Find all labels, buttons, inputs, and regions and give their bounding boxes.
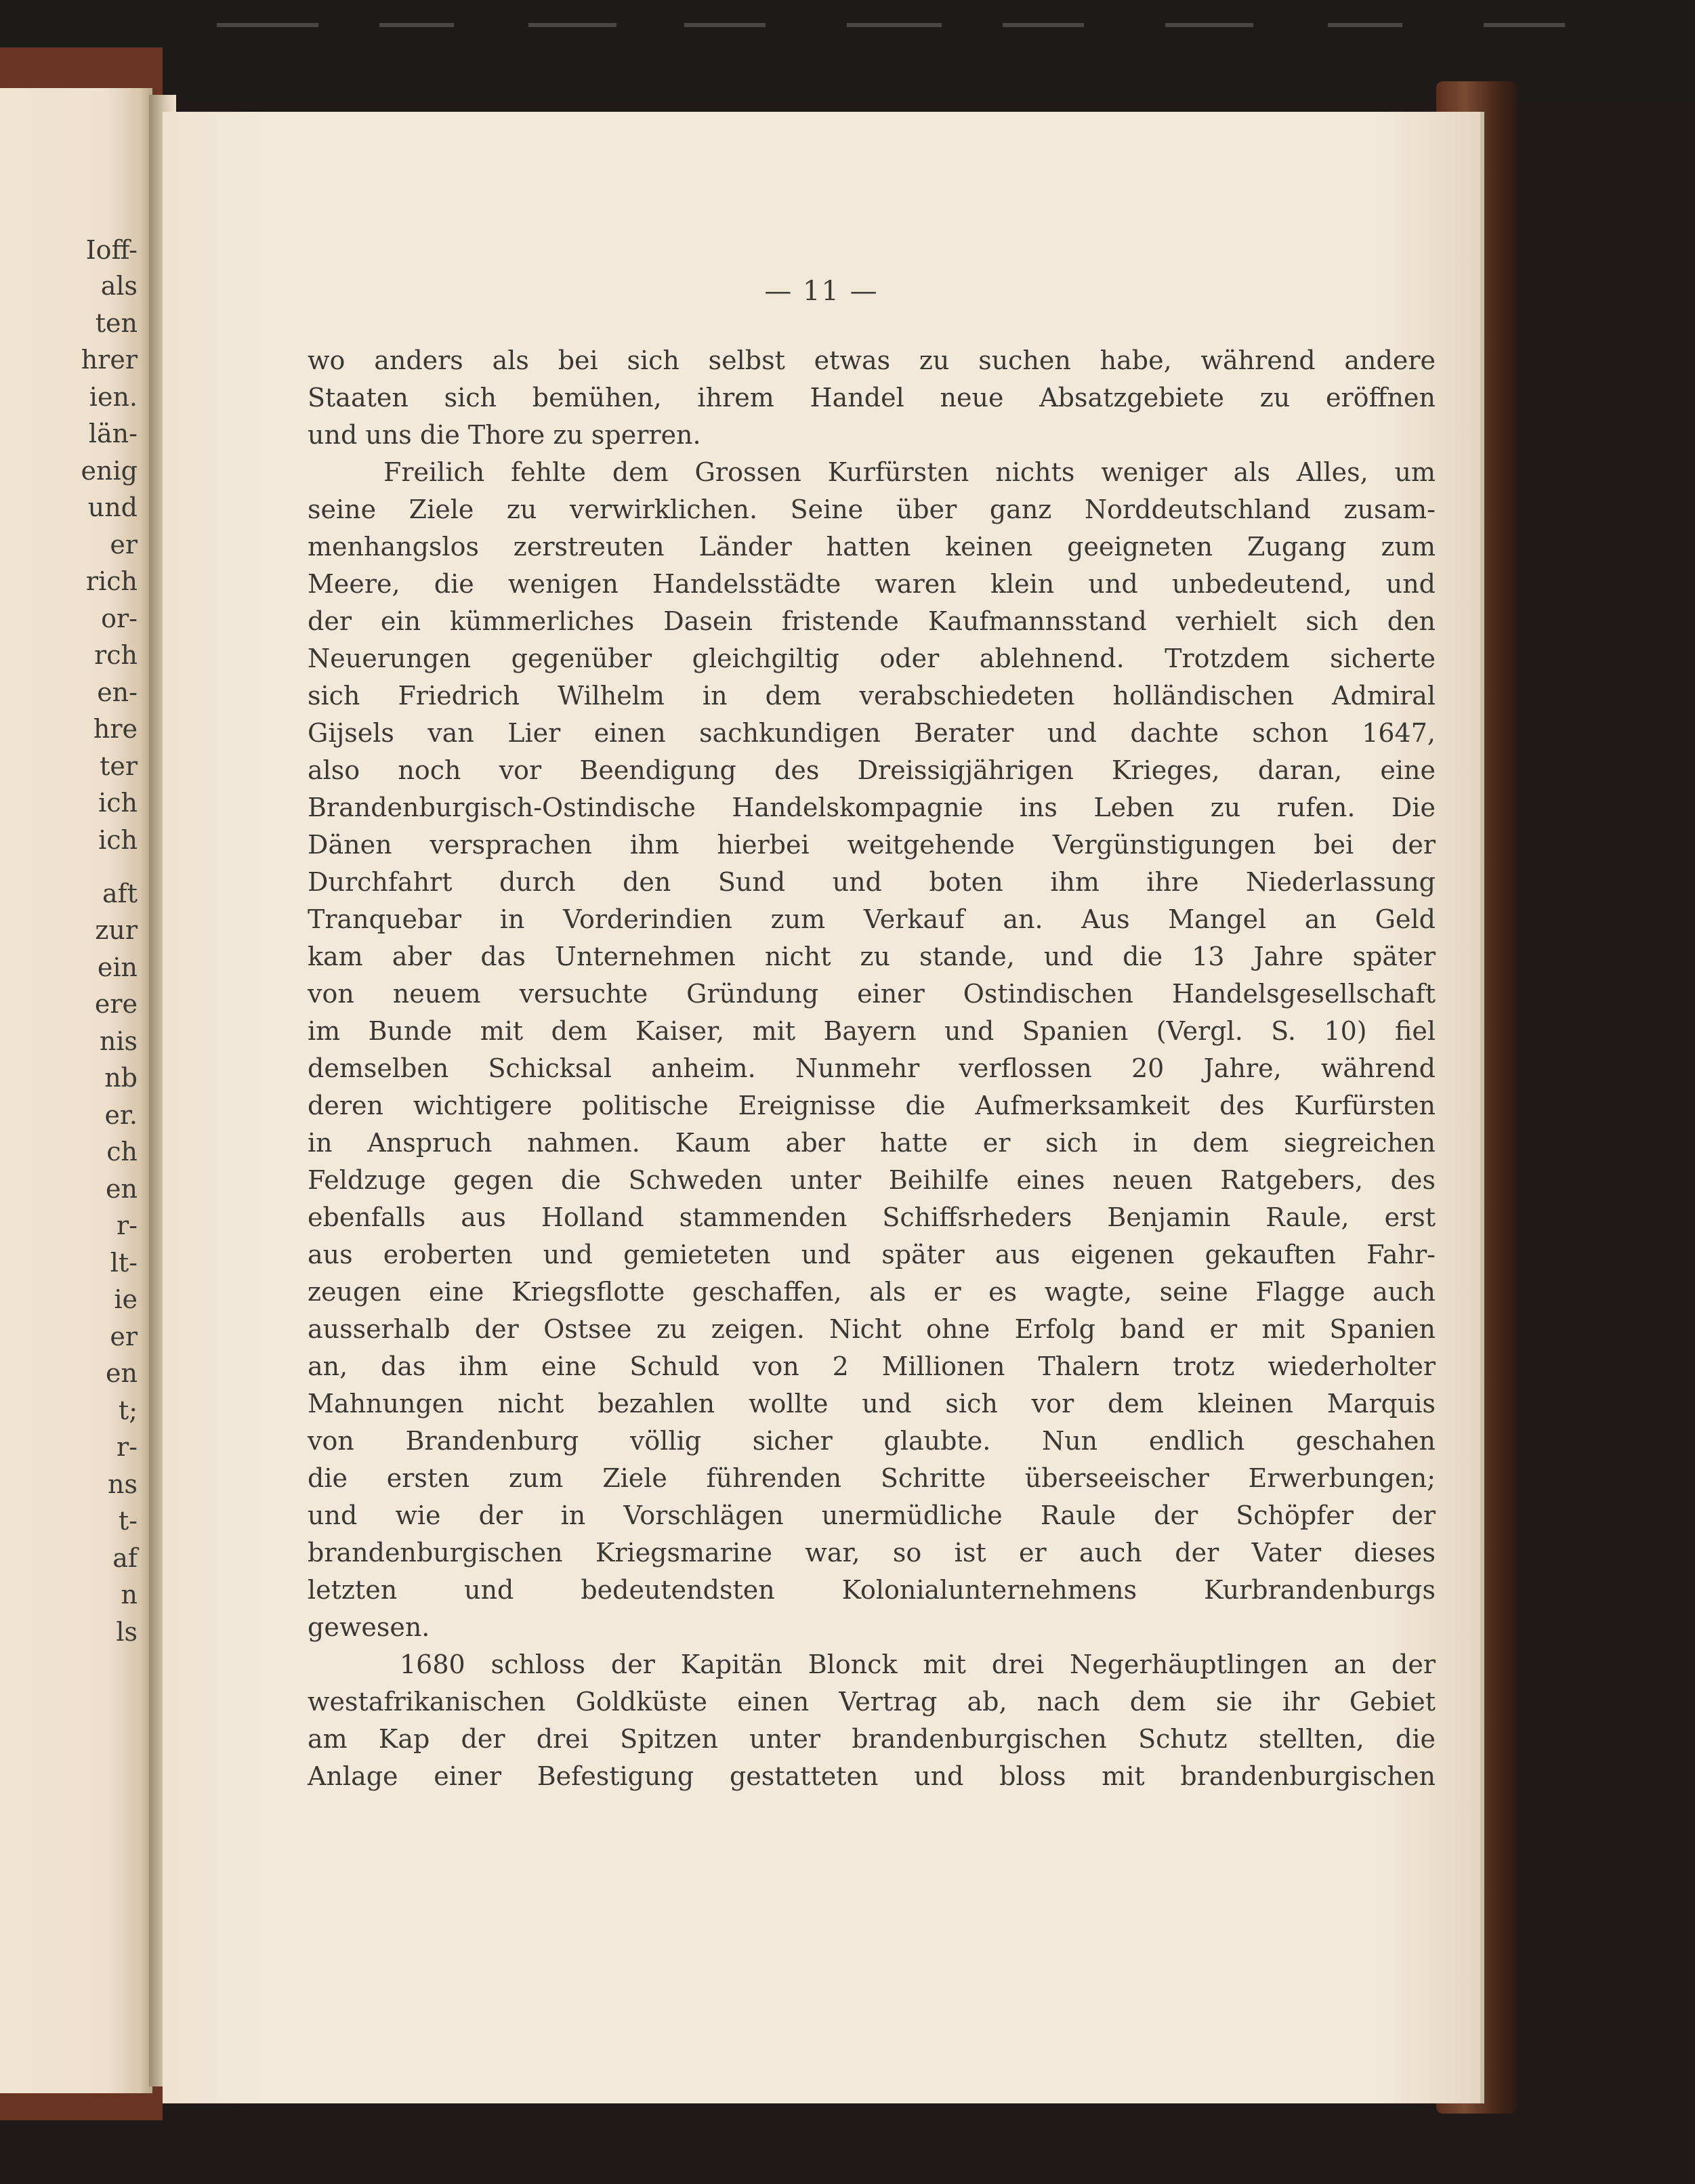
text-line: sich Friedrich Wilhelm in dem verabschiedeten holländischen Admiral bbox=[308, 681, 1436, 711]
left-page-text-fragment: rich bbox=[85, 566, 138, 596]
left-page-text-fragment: t; bbox=[118, 1395, 138, 1425]
text-line: der ein kümmerliches Dasein fristende Kaufmannsstand verhielt sich den bbox=[308, 606, 1436, 636]
text-line: Staaten sich bemühen, ihrem Handel neue Absatzgebiete zu eröffnen bbox=[308, 383, 1436, 413]
text-line: Anlage einer Befestigung gestatteten und bloss mit brandenburgischen bbox=[308, 1761, 1436, 1791]
text-line: Gijsels van Lier einen sachkundigen Berater und dachte schon 1647, bbox=[308, 718, 1436, 748]
left-facing-page bbox=[0, 88, 152, 2093]
text-line: Tranquebar in Vorderindien zum Verkauf an. Aus Mangel an Geld bbox=[308, 904, 1436, 934]
left-page-text-fragment: hrer bbox=[81, 345, 138, 375]
ruler-mark bbox=[1165, 23, 1253, 27]
left-page-text-fragment: t- bbox=[118, 1506, 138, 1536]
left-page-text-fragment: nb bbox=[104, 1063, 138, 1093]
text-line: deren wichtigere politische Ereignisse die Aufmerksamkeit des Kurfürsten bbox=[308, 1091, 1436, 1120]
ruler-mark bbox=[1484, 23, 1565, 27]
text-line: demselben Schicksal anheim. Nunmehr verflossen 20 Jahre, während bbox=[308, 1053, 1436, 1083]
text-line: Meere, die wenigen Handelsstädte waren klein und unbedeutend, und bbox=[308, 569, 1436, 599]
text-line: ebenfalls aus Holland stammenden Schiffsrheders Benjamin Raule, erst bbox=[308, 1202, 1436, 1232]
page-number: — 11 — bbox=[764, 276, 879, 307]
text-line: in Anspruch nahmen. Kaum aber hatte er sich in dem siegreichen bbox=[308, 1128, 1436, 1158]
text-line: brandenburgischen Kriegsmarine war, so ist er auch der Vater dieses bbox=[308, 1538, 1436, 1568]
left-page-text-fragment: er bbox=[110, 1322, 138, 1351]
text-line: menhangslos zerstreuten Länder hatten keinen geeigneten Zugang zum bbox=[308, 532, 1436, 562]
text-line: Feldzuge gegen die Schweden unter Beihilfe eines neuen Ratgebers, des bbox=[308, 1165, 1436, 1195]
left-page-text-fragment: en bbox=[106, 1358, 138, 1388]
left-page-text-fragment: län- bbox=[88, 419, 138, 448]
text-line: die ersten zum Ziele führenden Schritte überseeischer Erwerbungen; bbox=[308, 1463, 1436, 1493]
text-line: zeugen eine Kriegsflotte geschaffen, als er es wagte, seine Flagge auch bbox=[308, 1277, 1436, 1307]
left-page-text-fragment: ns bbox=[108, 1469, 138, 1499]
left-page-text-fragment: ch bbox=[106, 1137, 138, 1167]
left-page-text-fragment: or- bbox=[101, 604, 138, 633]
text-line: 1680 schloss der Kapitän Blonck mit drei Negerhäuptlingen an der bbox=[400, 1650, 1436, 1679]
left-page-text-fragment: ein bbox=[97, 952, 138, 982]
ruler-mark bbox=[379, 23, 454, 27]
left-page-text-fragment: n bbox=[121, 1580, 138, 1610]
left-page-text-fragment: ich bbox=[98, 788, 138, 818]
left-page-text-fragment: en- bbox=[97, 677, 138, 707]
left-page-text-fragment: ien. bbox=[89, 382, 138, 412]
text-line: und uns die Thore zu sperren. bbox=[308, 420, 701, 450]
text-line: von Brandenburg völlig sicher glaubte. Nun endlich geschahen bbox=[308, 1426, 1436, 1456]
text-line: Dänen versprachen ihm hierbei weitgehende Vergünstigungen bei der bbox=[308, 830, 1436, 860]
left-page-text-fragment: af bbox=[112, 1543, 138, 1573]
left-page-text-fragment: enig bbox=[81, 456, 138, 486]
left-page-text-fragment: ich bbox=[98, 825, 138, 855]
ruler-mark bbox=[1328, 23, 1402, 27]
left-page-text-fragment: er. bbox=[104, 1100, 138, 1130]
text-line: gewesen. bbox=[308, 1612, 430, 1642]
text-line: Brandenburgisch-Ostindische Handelskompagnie ins Leben zu rufen. Die bbox=[308, 793, 1436, 822]
ruler-mark bbox=[217, 23, 318, 27]
text-line: aus eroberten und gemieteten und später aus eigenen gekauften Fahr- bbox=[308, 1240, 1436, 1269]
left-page-text-fragment: en bbox=[106, 1174, 138, 1204]
left-page-text-fragment: r- bbox=[116, 1211, 138, 1240]
body-text bbox=[308, 342, 1436, 1795]
left-page-text-fragment: Ioff- bbox=[85, 235, 138, 265]
left-page-text-fragment: und bbox=[87, 492, 138, 522]
main-page bbox=[163, 112, 1484, 2103]
text-line: Neuerungen gegenüber gleichgiltig oder ablehnend. Trotzdem sicherte bbox=[308, 644, 1436, 673]
ruler-mark bbox=[1003, 23, 1084, 27]
text-line: und wie der in Vorschlägen unermüdliche Raule der Schöpfer der bbox=[308, 1500, 1436, 1530]
left-page-text-fragment: ls bbox=[116, 1617, 138, 1647]
left-page-text-fragment: lt- bbox=[110, 1248, 138, 1278]
text-line: ausserhalb der Ostsee zu zeigen. Nicht ohne Erfolg band er mit Spanien bbox=[308, 1314, 1436, 1344]
left-page-text-fragment: ten bbox=[95, 308, 138, 338]
text-line: Freilich fehlte dem Grossen Kurfürsten nichts weniger als Alles, um bbox=[383, 457, 1436, 487]
ruler-mark bbox=[847, 23, 942, 27]
text-line: wo anders als bei sich selbst etwas zu suchen habe, während andere bbox=[308, 345, 1436, 375]
text-line: am Kap der drei Spitzen unter brandenburgischen Schutz stellten, die bbox=[308, 1724, 1436, 1754]
left-page-text-fragment: zur bbox=[95, 915, 138, 945]
text-line: Durchfahrt durch den Sund und boten ihm ihre Niederlassung bbox=[308, 867, 1436, 897]
text-line: im Bunde mit dem Kaiser, mit Bayern und Spanien (Vergl. S. 10) fiel bbox=[308, 1016, 1436, 1046]
text-line: an, das ihm eine Schuld von 2 Millionen Thalern trotz wiederholter bbox=[308, 1351, 1436, 1381]
text-line: Mahnungen nicht bezahlen wollte und sich vor dem kleinen Marquis bbox=[308, 1389, 1436, 1419]
text-line: von neuem versuchte Gründung einer Ostindischen Handelsgesellschaft bbox=[308, 979, 1436, 1009]
left-page-text-fragment: aft bbox=[102, 879, 138, 908]
left-page-text-fragment: nis bbox=[99, 1026, 138, 1056]
text-line: kam aber das Unternehmen nicht zu stande, und die 13 Jahre später bbox=[308, 942, 1436, 971]
left-page-text-fragment: ie bbox=[114, 1284, 138, 1314]
text-line: westafrikanischen Goldküste einen Vertrag ab, nach dem sie ihr Gebiet bbox=[308, 1687, 1436, 1717]
ruler-mark bbox=[684, 23, 766, 27]
text-line: also noch vor Beendigung des Dreissigjährigen Krieges, daran, eine bbox=[308, 755, 1436, 785]
text-line: letzten und bedeutendsten Kolonialunternehmens Kurbrandenburgs bbox=[308, 1575, 1436, 1605]
text-line: seine Ziele zu verwirklichen. Seine über ganz Norddeutschland zusam- bbox=[308, 495, 1436, 524]
left-page-text-fragment: r- bbox=[116, 1432, 138, 1462]
left-page-text-fragment: hre bbox=[93, 714, 138, 744]
left-page-text-fragment: als bbox=[100, 271, 138, 301]
ruler-mark bbox=[528, 23, 616, 27]
left-page-text-fragment: rch bbox=[94, 640, 138, 670]
left-page-text-fragment: ere bbox=[94, 989, 138, 1019]
left-page-text-fragment: er bbox=[110, 530, 138, 560]
left-page-text-fragment: ter bbox=[100, 751, 138, 781]
